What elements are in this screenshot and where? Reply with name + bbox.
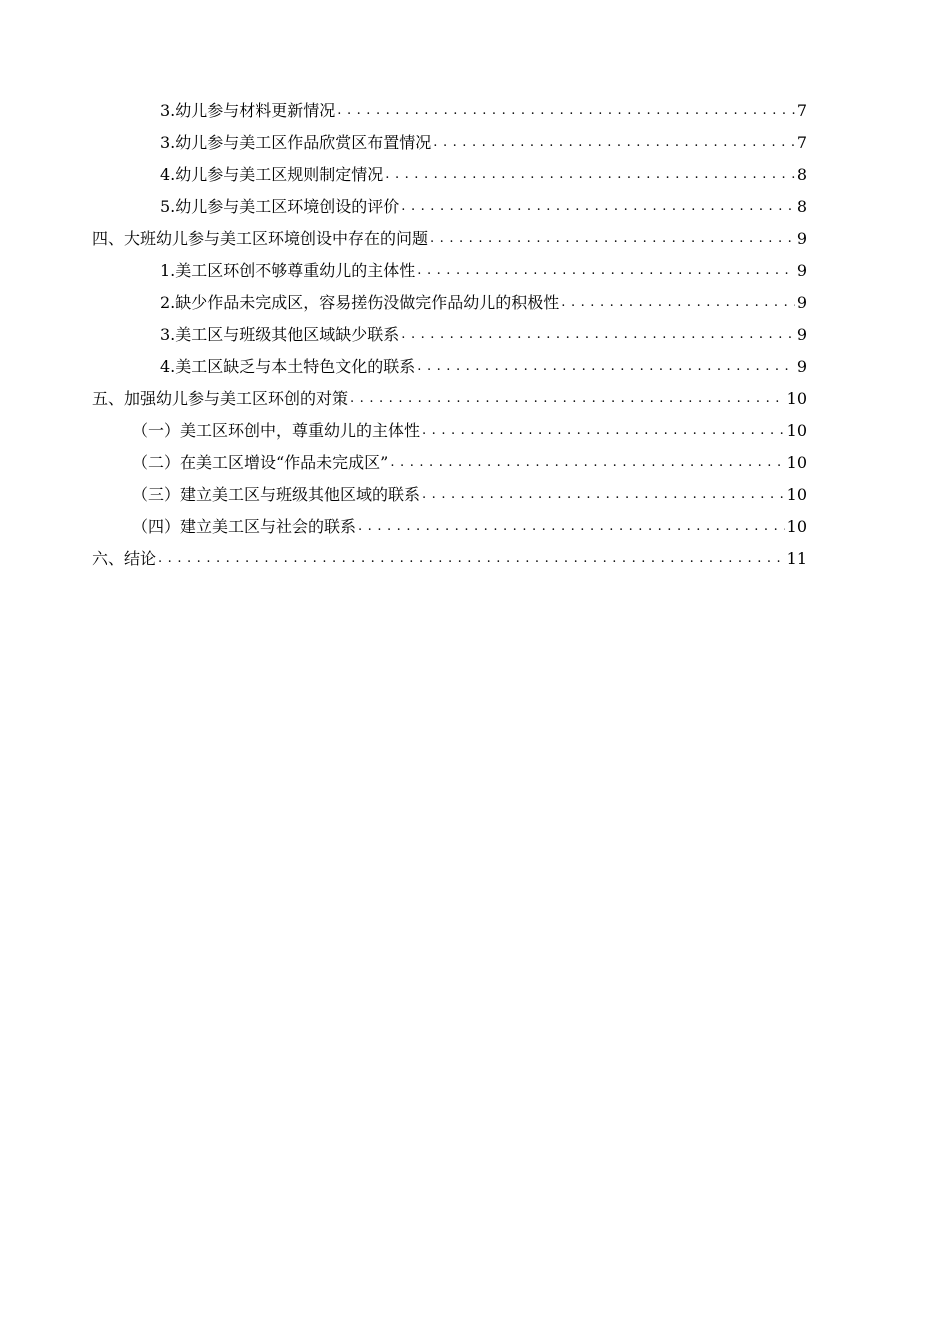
toc-entry-title: 四、大班幼儿参与美工区环境创设中存在的问题 <box>92 229 429 248</box>
toc-dot-leader <box>350 389 785 409</box>
toc-page-number: 10 <box>786 421 807 440</box>
toc-dot-leader <box>561 293 795 313</box>
toc-page-number: 7 <box>796 133 807 152</box>
toc-entry-title: 4.幼儿参与美工区规则制定情况 <box>160 165 384 184</box>
toc-dot-leader <box>358 517 785 537</box>
toc-entry-title: （一）美工区环创中，尊重幼儿的主体性 <box>132 421 421 440</box>
table-of-contents <box>0 95 950 575</box>
toc-dot-leader <box>158 549 785 569</box>
toc-entry-title: （三）建立美工区与班级其他区域的联系 <box>132 485 421 504</box>
toc-dot-leader <box>385 165 795 185</box>
toc-entry-title: 3.幼儿参与材料更新情况 <box>160 101 336 120</box>
toc-entry-title: 5.幼儿参与美工区环境创设的评价 <box>160 197 400 216</box>
toc-entry-3-area-links[interactable] <box>160 319 807 351</box>
toc-entry-title: 3.美工区与班级其他区域缺少联系 <box>160 325 400 344</box>
toc-entry-3-material-update[interactable] <box>160 95 807 127</box>
toc-entry-4-local-culture[interactable] <box>160 351 807 383</box>
toc-page-number: 9 <box>796 357 807 376</box>
toc-subsection-2-add-unfinished-area[interactable] <box>132 447 807 479</box>
toc-page-number: 10 <box>786 453 807 472</box>
toc-entry-1-subjectivity[interactable] <box>160 255 807 287</box>
toc-entry-title: 2.缺少作品未完成区，容易搓伤没做完作品幼儿的积极性 <box>160 293 560 312</box>
toc-section-5-strategies[interactable] <box>92 383 807 415</box>
toc-subsection-3-link-areas[interactable] <box>132 479 807 511</box>
toc-entry-title: （四）建立美工区与社会的联系 <box>132 517 357 536</box>
toc-dot-leader <box>390 453 784 473</box>
toc-subsection-1-respect-subjectivity[interactable] <box>132 415 807 447</box>
toc-dot-leader <box>430 229 795 249</box>
toc-entry-title: （二）在美工区增设“作品未完成区” <box>132 453 389 472</box>
toc-entry-title: 六、结论 <box>92 549 157 568</box>
toc-dot-leader <box>422 485 785 505</box>
toc-page-number: 9 <box>796 325 807 344</box>
toc-section-6-conclusion[interactable] <box>92 543 807 575</box>
toc-page-number: 10 <box>786 485 807 504</box>
toc-dot-leader <box>337 101 795 121</box>
toc-page-number: 11 <box>786 549 807 568</box>
toc-entry-5-evaluation[interactable] <box>160 191 807 223</box>
toc-section-4-problems[interactable] <box>92 223 807 255</box>
toc-entry-4-rule-making[interactable] <box>160 159 807 191</box>
toc-dot-leader <box>417 357 795 377</box>
toc-entry-title: 五、加强幼儿参与美工区环创的对策 <box>92 389 349 408</box>
toc-page-number: 9 <box>796 293 807 312</box>
toc-entry-title: 1.美工区环创不够尊重幼儿的主体性 <box>160 261 416 280</box>
toc-page-number: 10 <box>786 517 807 536</box>
toc-dot-leader <box>433 133 795 153</box>
toc-page-number: 10 <box>786 389 807 408</box>
toc-entry-title: 3.幼儿参与美工区作品欣赏区布置情况 <box>160 133 432 152</box>
toc-page-number: 9 <box>796 261 807 280</box>
toc-subsection-4-link-society[interactable] <box>132 511 807 543</box>
toc-entry-title: 4.美工区缺乏与本土特色文化的联系 <box>160 357 416 376</box>
toc-entry-3-gallery-layout[interactable] <box>160 127 807 159</box>
toc-page-number: 8 <box>796 165 807 184</box>
toc-dot-leader <box>401 325 795 345</box>
toc-dot-leader <box>417 261 795 281</box>
toc-entry-2-unfinished-area[interactable] <box>160 287 807 319</box>
toc-page-number: 8 <box>796 197 807 216</box>
toc-dot-leader <box>422 421 785 441</box>
toc-page-number: 9 <box>796 229 807 248</box>
toc-page-number: 7 <box>796 101 807 120</box>
toc-dot-leader <box>401 197 795 217</box>
